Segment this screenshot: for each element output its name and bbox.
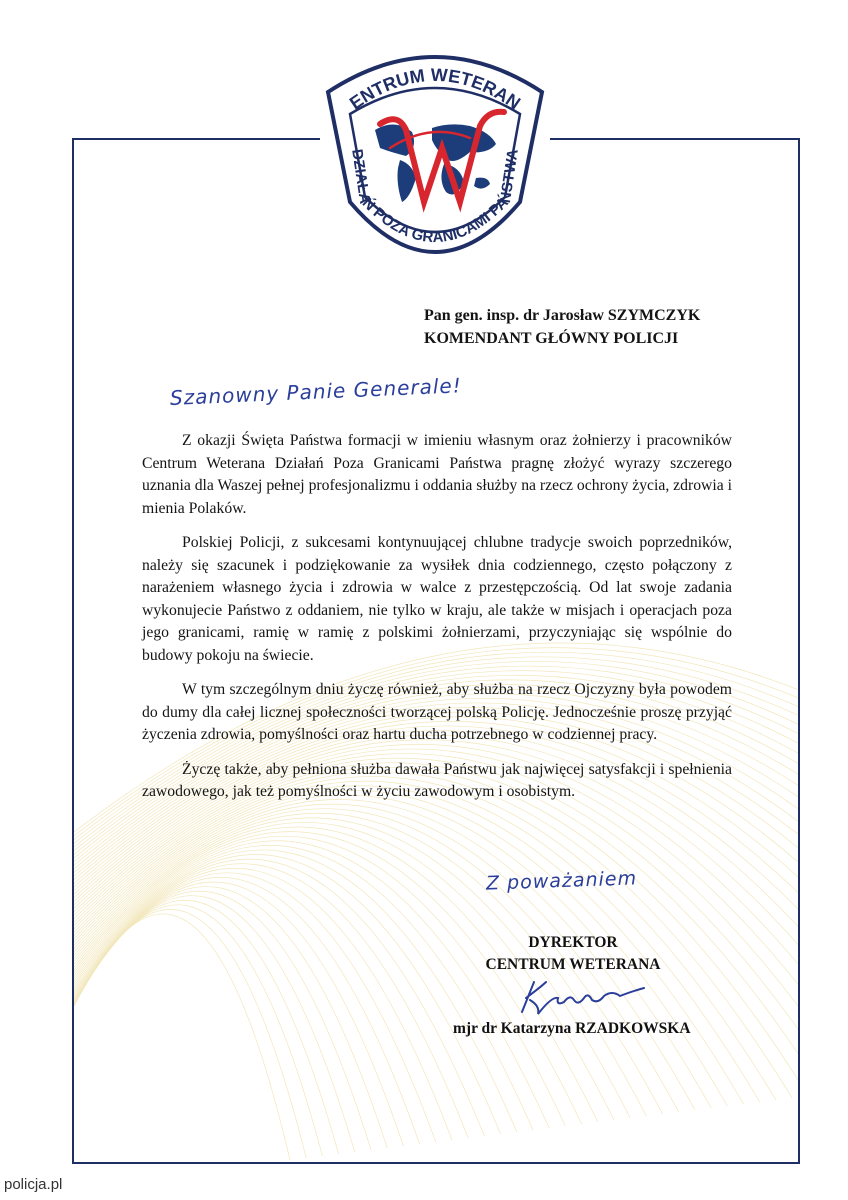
handwritten-greeting: Szanowny Panie Generale! (169, 373, 463, 410)
addressee-name: Pan gen. insp. dr Jarosław SZYMCZYK (424, 307, 701, 324)
paragraph: W tym szczególnym dniu życzę również, aby służba na rzecz Ojczyzny była powodem do dumy dla całej licznej społeczności tworzącej polską Policję. Jednocześnie proszę przyjąć życzenia zdrowia, pomyślności oraz hartu ducha potrzebnego w codziennej pracy. (142, 681, 732, 743)
centrum-weterana-logo (320, 52, 550, 267)
addressee-title: KOMENDANT GŁÓWNY POLICJI (424, 330, 679, 347)
signatory-title (474, 932, 672, 976)
addressee-block (424, 304, 700, 350)
signatory-institution: CENTRUM WETERANA (485, 956, 661, 973)
paragraph: Polskiej Policji, z sukcesami kontynuującej chlubne tradycje swoich poprzedników, należy się szacunek i podziękowanie za wysiłek dnia codziennego, często połączony z narażeniem własnego życia i zdrowia w walce z przestępczością. Od lat swoje zadania wykonujecie Państwo z oddaniem, nie tylko w kraju, ale także w misjach i operacjach poza jego granicami, ramię w ramię z polskimi żołnierzami, przyczyniając się wspólnie do budowy pokoju na świecie. (142, 534, 732, 664)
logo-top-text: ENTRUM WETERAN (345, 64, 525, 114)
handwritten-closing: Z poważaniem (485, 867, 638, 895)
footer-watermark-text: policja.pl (4, 1176, 63, 1193)
signatory-name: mjr dr Katarzyna RZADKOWSKA (453, 1020, 691, 1037)
letter-body (142, 430, 732, 816)
logo-ring-text: DZIAŁAŃ POZA GRANICAMI PAŃSTWA (348, 147, 522, 247)
paragraph: Życzę także, aby pełniona służba dawała Państwu jak najwięcej satysfakcji i spełnienia zawodowego, jak też pomyślności w życiu zawodowym i osobistym. (142, 760, 732, 800)
paragraph: Z okazji Święta Państwa formacji w imieniu własnym oraz żołnierzy i pracowników Centrum Weterana Działań Poza Granicami Państwa pragnę złożyć wyrazy szczerego uznania dla Waszej pełnej profesjonalizmu i oddania służby na rzecz ochrony życia, zdrowia i mienia Polaków. (142, 432, 732, 517)
handwritten-signature (512, 976, 652, 1020)
signatory-position: DYREKTOR (528, 934, 618, 951)
